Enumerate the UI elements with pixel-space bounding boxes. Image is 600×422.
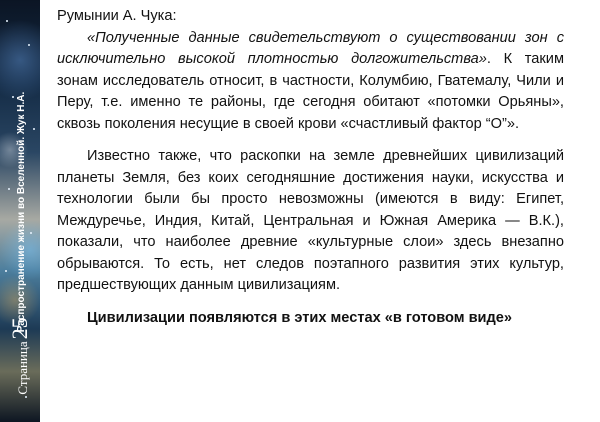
- vertical-book-title: Распространение жизни во Вселенной. Жук Н.А.: [16, 91, 27, 333]
- page-number: 25: [7, 317, 32, 340]
- page-content: [57, 6, 564, 329]
- page-number-label: [7, 311, 33, 401]
- sidebar-cosmic-image: [0, 0, 40, 422]
- paragraph-excavations: Известно также, что раскопки на земле древнейших цивилизаций планеты Земля, без коих сегодняшние достижения науки, искусства и технологии были бы просто невозможны (имеются в виду: Египет, Междуречье, Индия, Китай, Центральная и Южная Америка — В.К.), показали, что наиболее древние «культурные слои» здесь внезапно обрываются. То есть, нет следов поэтапного развития этих культур, предшествующих данным цивилизациям.: [57, 148, 564, 293]
- paragraph-intro: Румынии А. Чука:: [57, 8, 177, 24]
- quote-italic: «Полученные данные свидетельствуют о существовании зон с исключительно высокой плотностью долгожительства»: [57, 29, 564, 67]
- page-word: Страница: [15, 341, 30, 395]
- paragraph-quote: [57, 28, 564, 136]
- quote-continuation: . К таким зонам исследователь относит, в частности, Колумбию, Гватемалу, Чили и Перу, т.е. именно те районы, где сегодня обитают «потомки Орьяны», сквозь поколения несущие в своей крови «счастливый фактор “О”».: [57, 51, 564, 132]
- paragraph-heading-bold: Цивилизации появляются в этих местах «в готовом виде»: [87, 309, 513, 326]
